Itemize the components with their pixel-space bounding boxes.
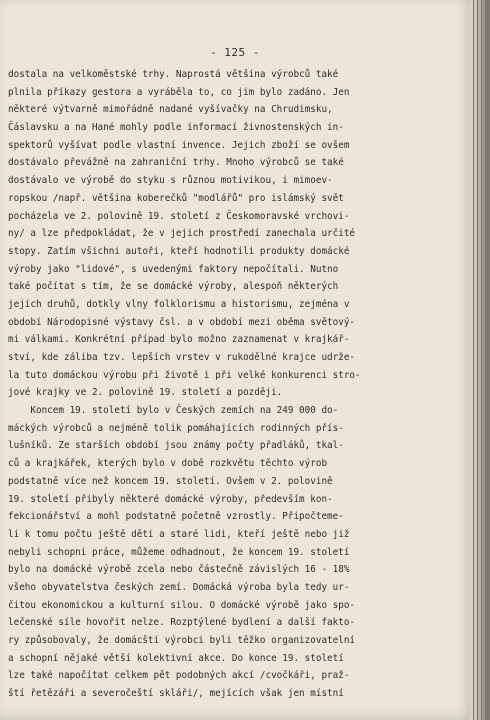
text-line: mi válkami. Konkrétní případ bylo možno zaznamenat v krajkář- (8, 334, 350, 346)
page-edge (478, 0, 481, 720)
text-line: období Národopisné výstavy čsl. a v období mezi oběma světový- (8, 316, 356, 328)
text-line: dostala na velkoměstské trhy. Naprostá většina výrobců také (8, 69, 339, 80)
body-text (8, 66, 464, 703)
text-line: lečenské síle hovořit nelze. Rozptýlené bydlení a další fakto- (8, 617, 356, 629)
text-line: ry způsobovaly, že domácští výrobci byli těžko organizovatelní (8, 635, 356, 646)
text-line: ropskou /např. většina koberečků "modlářů" pro islámský svět (8, 192, 344, 204)
text-line: fekcionářství a mohl podstatně početně vzrostly. Připočteme- (8, 511, 344, 523)
text-line: la tuto domáckou výrobu při životě i při velké konkurenci stro- (8, 369, 361, 381)
text-line: výroby jako "lidové", s uvedenými faktory nepočítali. Nutno (8, 263, 339, 275)
text-line: stopy. Zatím všichni autoři, kteří hodnotili produkty domácké (8, 245, 350, 257)
text-line: lušníků. Ze starších období jsou známy počty přadláků, tkal- (8, 440, 344, 452)
text-line: ství, kde záliba tzv. lepších vrstev v rukodělné krajce udrže- (8, 352, 356, 363)
text-line: ští řetězáři a severočeští skláři/, mejících však jen místní (8, 688, 344, 700)
text-line: Čáslavsku a na Hané mohly podle informací živnostenských in- (8, 122, 344, 134)
text-line: jové krajky ve 2. polovině 19. století a později. (8, 387, 283, 399)
text-line: máckých výrobců a nejméně tolik pomáhajících rodinných přís- (8, 422, 344, 434)
text-line: dostávalo ve výrobě do styku s různou motivikou, i mimoev- (8, 175, 333, 187)
text-line: spektorů vyšívat podle vlastní invence. Jejich zboží se ovšem (8, 139, 350, 151)
text-line: podstatně více než koncem 19. století. Ovšem v 2. polovině (8, 475, 333, 487)
text-line: Koncem 19. století bylo v Českých zemích na 249 000 do- (8, 405, 339, 417)
text-line: bylo na domácké výrobě zcela nebo částečně závislých 16 - 18% (8, 564, 350, 576)
page-edge (474, 0, 477, 720)
text-line: jejich druhů, dotkly vlny folklorismu a historismu, zejména v (8, 298, 350, 310)
text-line: lze také napočítat celkem pět podobných akcí /cvočkáři, praž- (8, 670, 350, 682)
text-line: nebyli schopni práce, můžeme odhadnout, že koncem 19. století (8, 546, 350, 558)
page-edge (482, 0, 485, 720)
text-line: a schopní nějaké větší kolektivní akce. Do konce 19. století (8, 652, 344, 664)
text-line: dostávalo převážně na zahraniční trhy. Mnoho výrobců se také (8, 157, 344, 169)
page-number: - 125 - (210, 46, 260, 59)
text-line: všeho obyvatelstva českých zemí. Domácká výroba byla tedy ur- (8, 581, 350, 593)
text-line: čitou ekonomickou a kulturní silou. O domácké výrobě jako spo- (8, 599, 356, 611)
text-line: 19. století přibyly některé domácké výroby, především kon- (8, 493, 333, 505)
text-line: li k tomu počtu ještě děti a staré lidi, kteří ještě nebo již (8, 528, 350, 540)
text-line: ny/ a lze předpokládat, že v jejich prostředí zanechala určité (8, 228, 356, 240)
text-line: pocházela ve 2. polovině 19. století z Českomoravské vrchovi- (8, 210, 350, 222)
page-edge (470, 0, 473, 720)
text-line: ců a krajkářek, kterých bylo v době rozkvětu těchto výrob (8, 458, 328, 470)
text-line: plnila příkazy gestora a vyráběla to, co jim bylo zadáno. Jen (8, 86, 350, 98)
text-line: některé výtvarně mimořádně nadané vyšívačky na Chrudimsku, (8, 104, 333, 116)
text-line: také počítat s tím, že se domácké výroby, alespoň některých (8, 281, 339, 293)
